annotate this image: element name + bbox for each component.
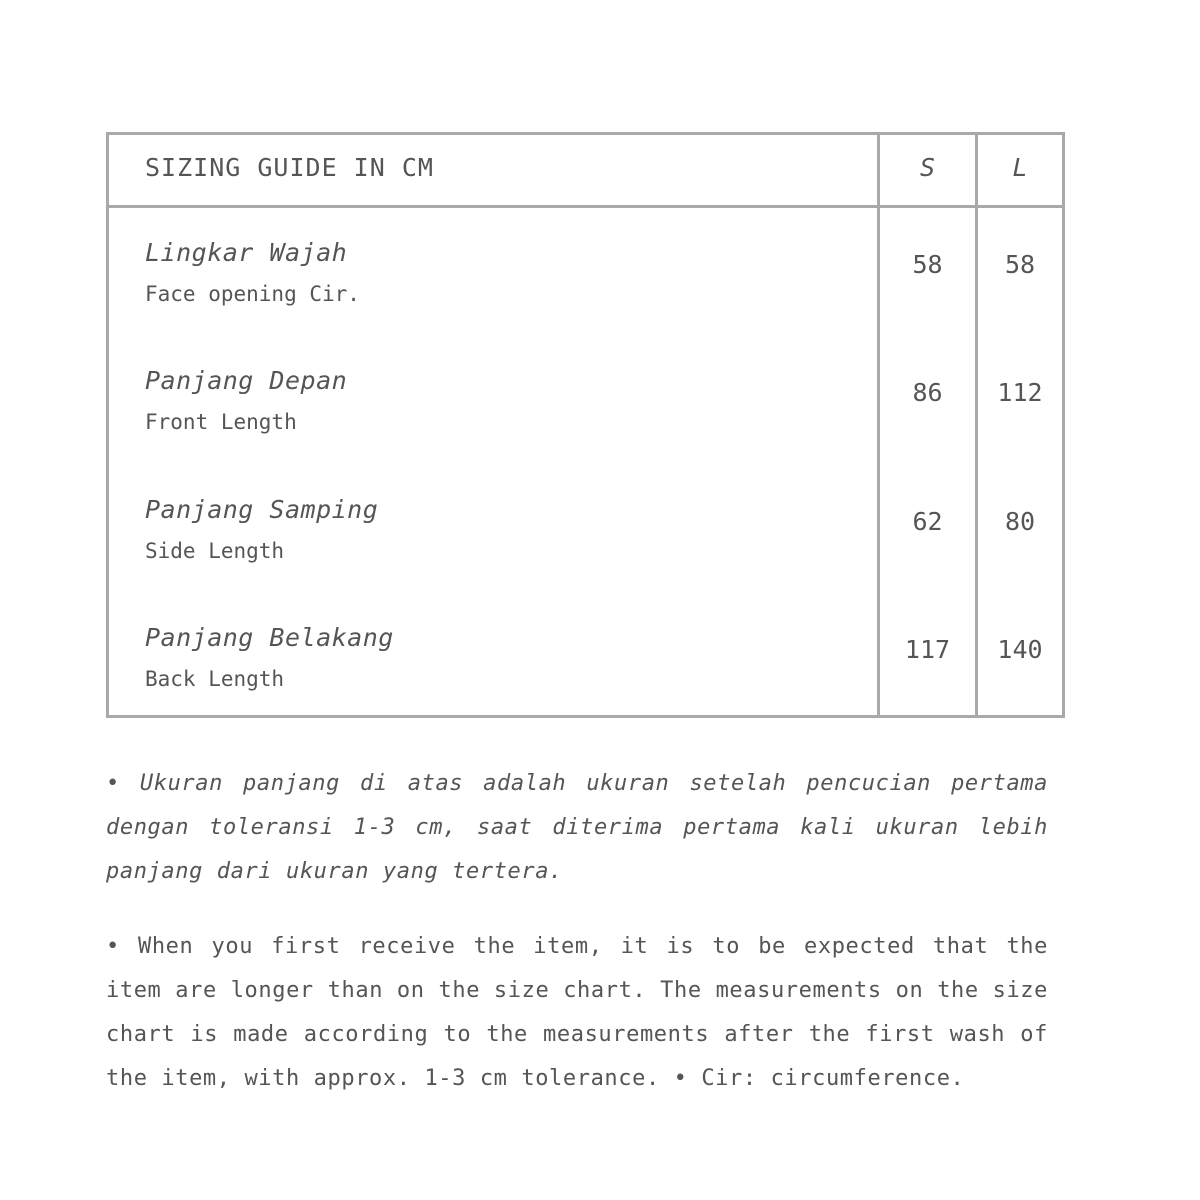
row-label-id: Panjang Samping [145,495,379,524]
row-value-s: 86 [912,378,943,407]
row-label-en: Front Length [145,410,297,434]
row-label-id: Panjang Depan [145,366,348,395]
row-value-l: 140 [997,635,1043,664]
table-title: SIZING GUIDE IN CM [145,153,434,182]
row-value-l: 80 [1004,507,1036,536]
row-value-s: 58 [912,250,943,279]
row-label-en: Face opening Cir. [145,282,360,306]
row-label-en: Back Length [145,667,285,691]
size-header-l: L [1012,153,1028,182]
row-label-id: Panjang Belakang [145,623,394,652]
note-indonesian: • Ukuran panjang di atas adalah ukuran setelah pencucian pertama dengan toleransi 1-3 cm, saat diterima pertama kali ukuran lebih panjang dari ukuran yang tertera. [106,771,1048,884]
table-row [109,623,1062,751]
header-divider [109,205,1062,208]
sizing-table [106,132,1065,718]
table-row [109,366,1062,494]
row-value-l: 112 [997,378,1043,407]
note-english: • When you first receive the item, it is to be expected that the item are longer than on the size chart. The measurements on the size chart is made according to the measurements after the first wash of the item, with approx. 1-3 cm tolerance. • Cir: circumference. [106,934,1048,1091]
row-value-l: 58 [1004,250,1036,279]
size-header-s: S [919,153,936,182]
row-label-id: Lingkar Wajah [145,238,348,267]
table-row [109,495,1062,623]
table-row [109,238,1062,366]
row-value-s: 62 [912,507,943,536]
row-label-en: Side Length [145,539,285,563]
row-value-s: 117 [904,635,951,664]
